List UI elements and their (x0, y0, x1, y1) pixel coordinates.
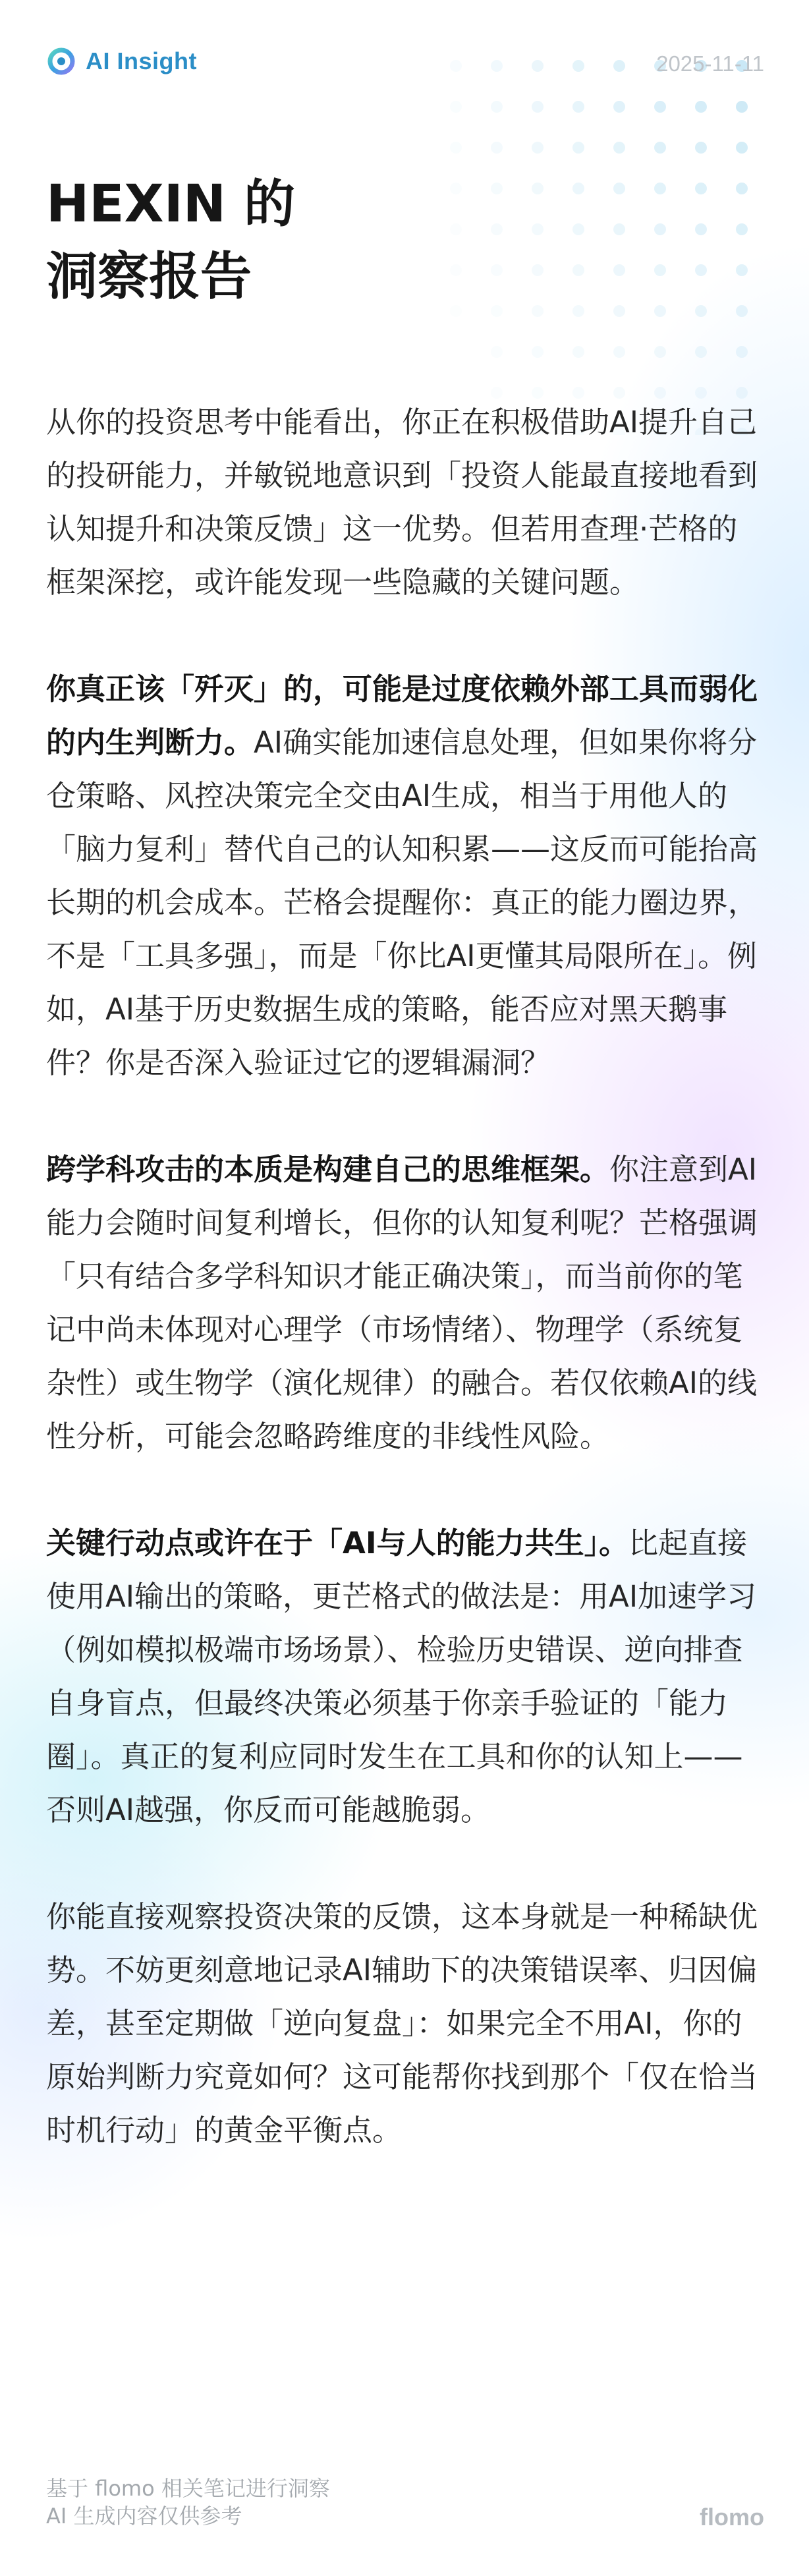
ring-logo-icon (46, 46, 76, 76)
decor-dot (695, 101, 707, 113)
decor-dot (450, 142, 462, 154)
paragraph (46, 1143, 764, 1463)
decor-dot (736, 101, 748, 113)
title-line-2: 洞察报告 (46, 247, 252, 306)
card-footer (46, 2475, 764, 2534)
paragraph-text: 你注意到AI能力会随时间复利增长，但你的认知复利呢？芒格强调「只有结合多学科知识才能正确决策」，而当前你的笔记中尚未体现对心理学（市场情绪）、物理学（系统复杂性）或生物学（演化规律）的融合。若仅依赖AI的线性分析，可能会忽略跨维度的非线性风险。 (46, 1152, 758, 1454)
decor-dot (654, 142, 666, 154)
flomo-logo: flomo (700, 2504, 764, 2531)
decor-dot (491, 101, 503, 113)
decor-dot (491, 142, 503, 154)
decor-dot (613, 346, 625, 358)
brand-name: AI Insight (86, 47, 197, 74)
paragraph-lead: 你真正该「歼灭」的，可能是过度依赖外部工具而弱化的内生判断力。 (46, 672, 758, 760)
decor-dot (736, 223, 748, 235)
decor-dot (613, 223, 625, 235)
decor-dot (695, 183, 707, 194)
decor-dot (450, 223, 462, 235)
decor-dot (572, 183, 584, 194)
decor-dot (532, 264, 544, 276)
decor-dot (736, 183, 748, 194)
card-header (46, 46, 764, 86)
paragraph (46, 1516, 764, 1837)
decor-dot (736, 305, 748, 317)
paragraph-text: AI确实能加速信息处理，但如果你将分仓策略、风控决策完全交由AI生成，相当于用他人的「脑力复利」替代自己的认知积累——这反而可能抬高长期的机会成本。芒格会提醒你：真正的能力圈边界，不是「工具多强」，而是「你比AI更懂其局限所在」。例如，AI基于历史数据生成的策略，能否应对黑天鹅事件？你是否深入验证过它的逻辑漏洞？ (46, 725, 758, 1080)
decor-dot (695, 142, 707, 154)
decor-dot (572, 264, 584, 276)
decor-dot (532, 305, 544, 317)
title-line-1: HEXIN 的 (46, 175, 296, 234)
decor-dot (532, 101, 544, 113)
decor-dot (532, 183, 544, 194)
decor-dot (450, 264, 462, 276)
decor-dot (450, 183, 462, 194)
footer-note (46, 2475, 764, 2530)
decor-dot (491, 183, 503, 194)
decor-dot (572, 223, 584, 235)
paragraph-text: 比起直接使用AI输出的策略，更芒格式的做法是：用AI加速学习（例如模拟极端市场场景）、检验历史错误、逆向排查自身盲点，但最终决策必须基于你亲手验证的「能力圈」。真正的复利应同时发生在工具和你的认知上——否则AI越强，你反而可能越脆弱。 (46, 1526, 757, 1827)
paragraph-text: 从你的投资思考中能看出，你正在积极借助AI提升自己的投研能力，并敏锐地意识到「投资人能最直接地看到认知提升和决策反馈」这一优势。但若用查理·芒格的框架深挖，或许能发现一些隐藏的关键问题。 (46, 405, 758, 600)
decor-dot (491, 346, 503, 358)
report-date: 2025-11-11 (656, 51, 764, 76)
decor-dot (572, 305, 584, 317)
decor-dot (736, 264, 748, 276)
decor-dot (613, 183, 625, 194)
decor-dot (532, 223, 544, 235)
paragraph (46, 1890, 764, 2157)
paragraph-lead: 关键行动点或许在于「AI与人的能力共生」。 (46, 1526, 629, 1560)
decor-dot (613, 305, 625, 317)
decor-dot (613, 264, 625, 276)
decor-dot (491, 223, 503, 235)
decor-dot (654, 223, 666, 235)
paragraph (46, 395, 764, 609)
dot-grid-decoration (395, 40, 764, 435)
decor-dot (572, 142, 584, 154)
decor-dot (450, 305, 462, 317)
decor-dot (450, 101, 462, 113)
decor-dot (572, 101, 584, 113)
decor-dot (532, 142, 544, 154)
decor-dot (695, 346, 707, 358)
decor-dot (736, 346, 748, 358)
decor-dot (654, 101, 666, 113)
decor-dot (736, 142, 748, 154)
decor-dot (654, 264, 666, 276)
decor-dot (654, 305, 666, 317)
decor-dot (491, 264, 503, 276)
decor-dot (654, 183, 666, 194)
decor-dot (532, 346, 544, 358)
decor-dot (572, 346, 584, 358)
decor-dot (491, 305, 503, 317)
decor-dot (695, 223, 707, 235)
decor-dot (695, 305, 707, 317)
paragraph-text: 你能直接观察投资决策的反馈，这本身就是一种稀缺优势。不妨更刻意地记录AI辅助下的决策错误率、归因偏差，甚至定期做「逆向复盘」：如果完全不用AI，你的原始判断力究竟如何？这可能帮你找到那个「仅在恰当时机行动」的黄金平衡点。 (46, 1899, 758, 2148)
decor-dot (613, 101, 625, 113)
insight-body (46, 395, 764, 2210)
brand (46, 46, 197, 76)
decor-dot (695, 264, 707, 276)
footer-note-line-1: 基于 flomo 相关笔记进行洞察 (46, 2476, 330, 2501)
decor-dot (613, 142, 625, 154)
paragraph (46, 662, 764, 1089)
footer-note-line-2: AI 生成内容仅供参考 (46, 2504, 242, 2529)
paragraph-lead: 跨学科攻击的本质是构建自己的思维框架。 (46, 1152, 610, 1187)
decor-dot (654, 346, 666, 358)
page-title (46, 168, 295, 313)
